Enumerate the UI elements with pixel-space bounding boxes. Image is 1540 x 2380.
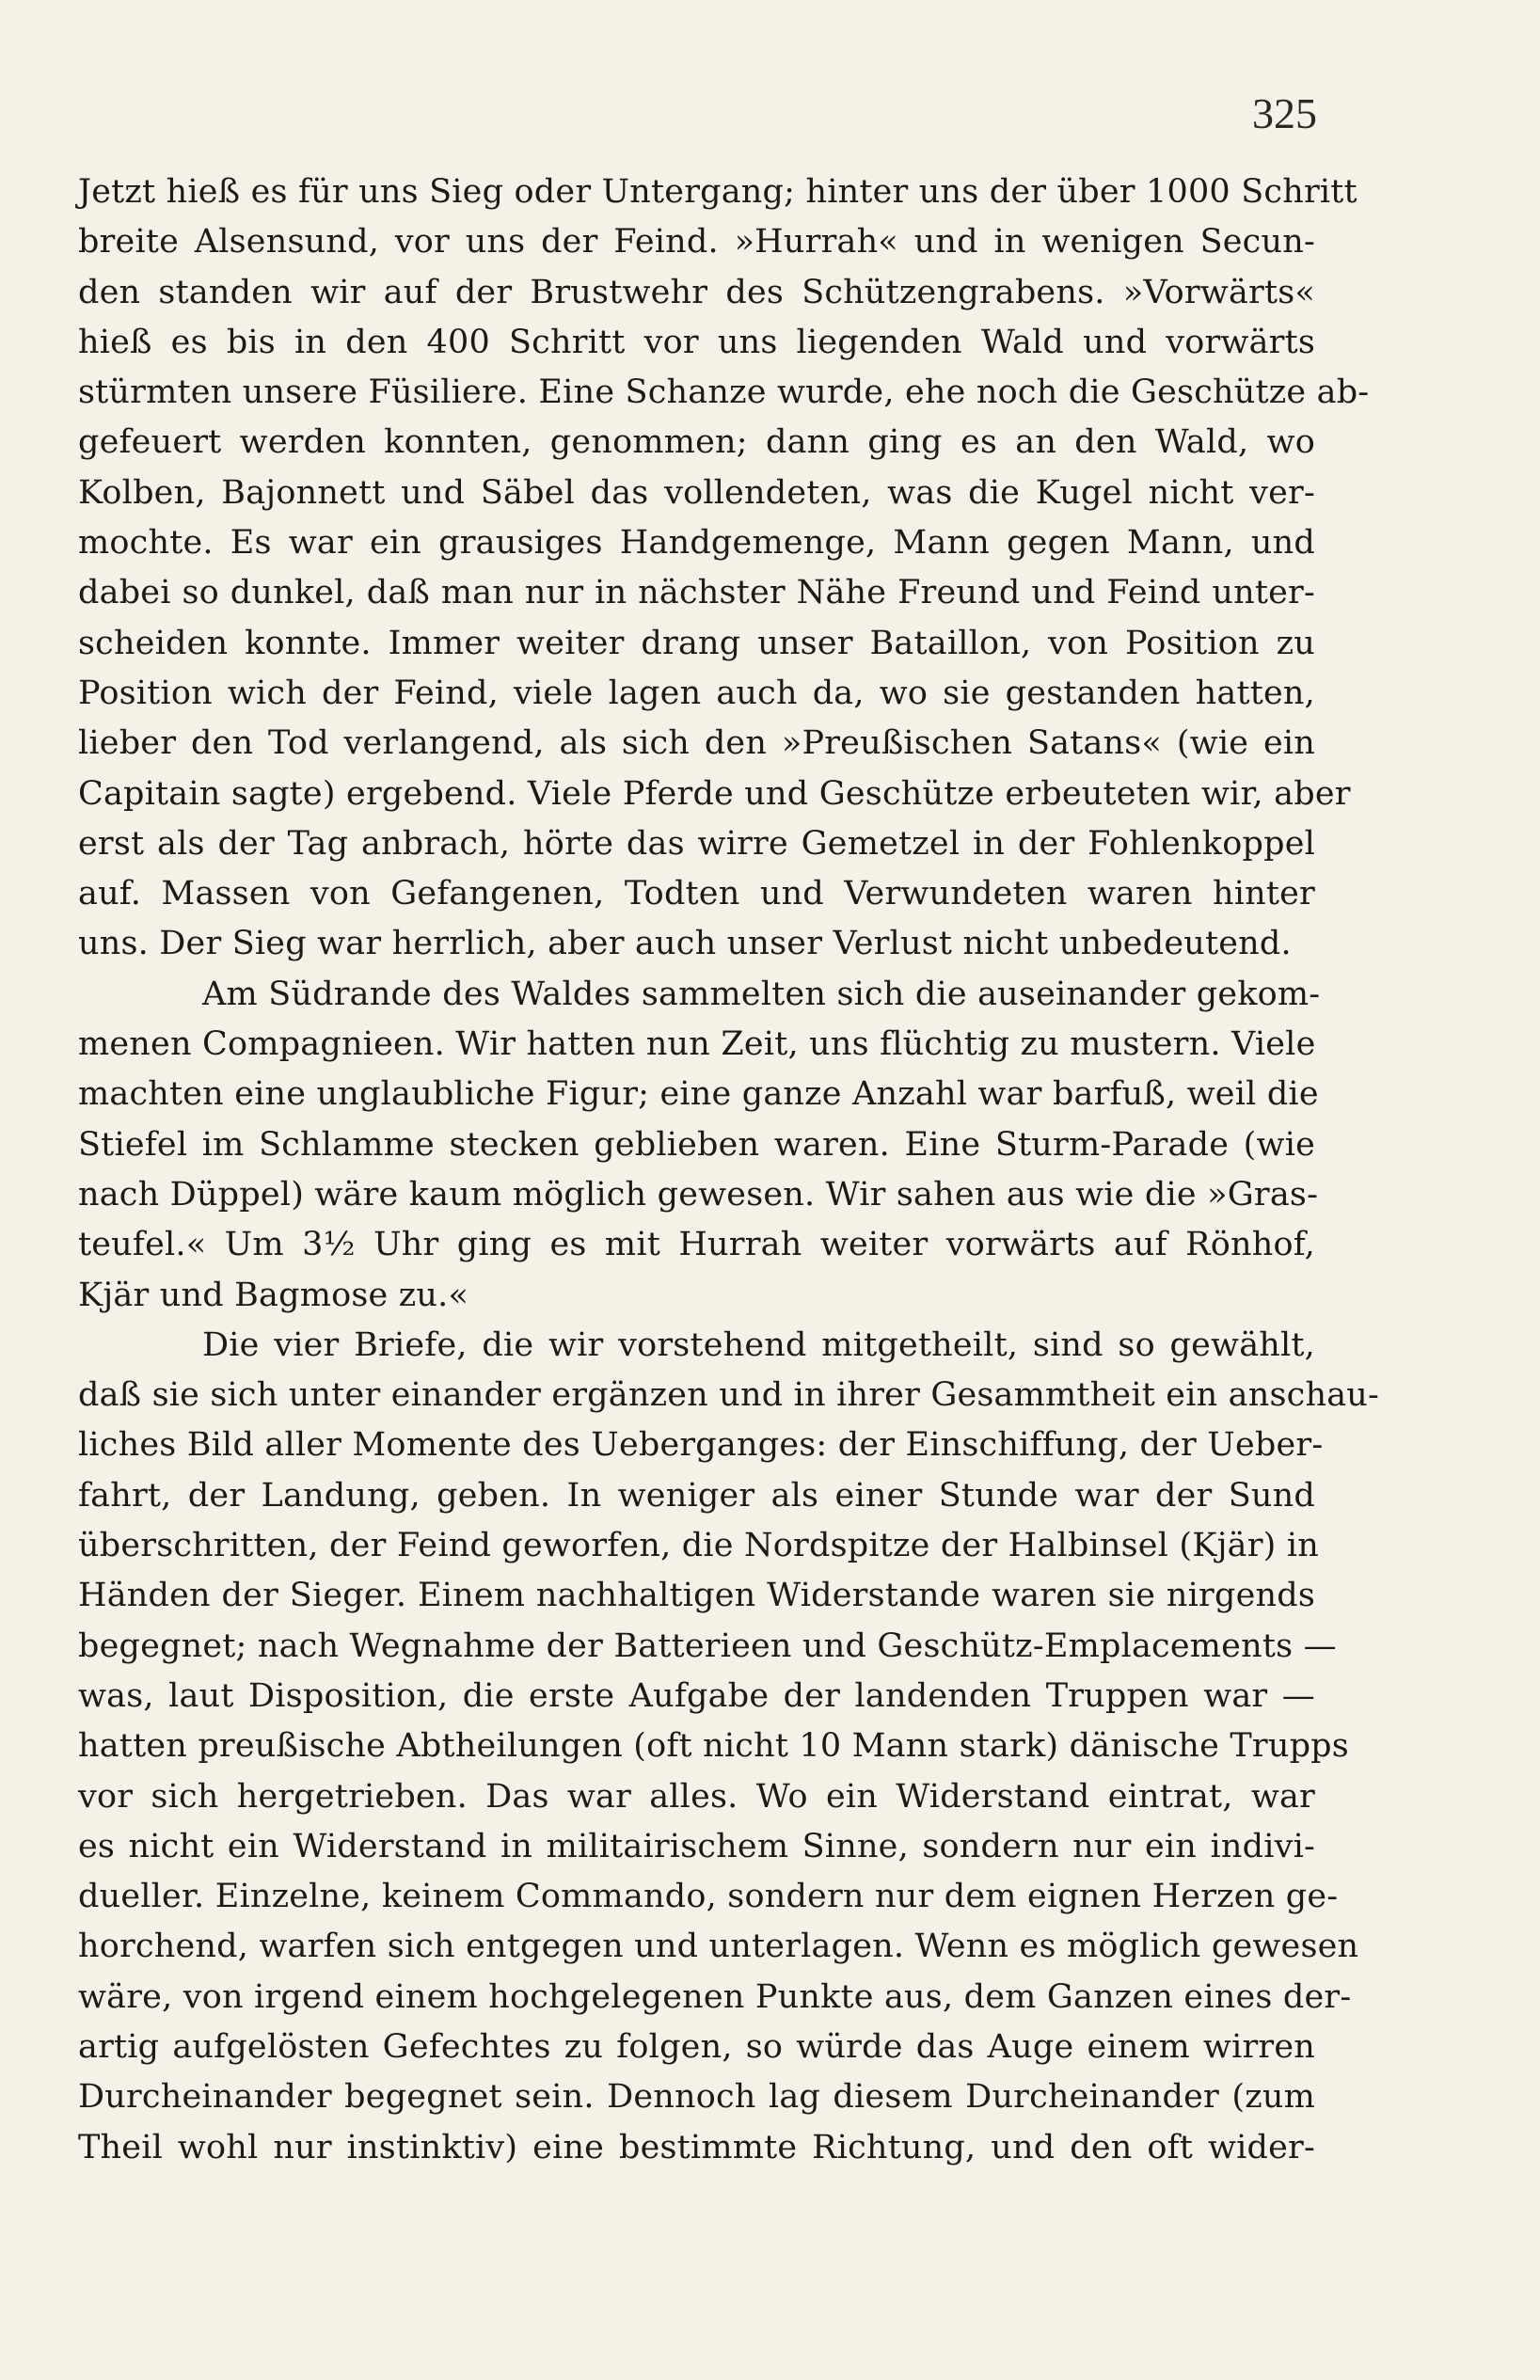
text-line: erst als der Tag anbrach, hörte das wirre Gemetzel in der Fohlenkoppel — [78, 824, 1315, 863]
text-line: es nicht ein Widerstand in militairischem Sinne, sondern nur ein indivi- — [78, 1827, 1315, 1865]
text-line: Jetzt hieß es für uns Sieg oder Untergang; hinter uns der über 1000 Schritt — [78, 173, 1357, 211]
text-line: was, laut Disposition, die erste Aufgabe der landenden Truppen war — — [78, 1676, 1315, 1715]
text-line: machten eine unglaubliche Figur; eine ganze Anzahl war barfuß, weil die — [78, 1075, 1319, 1114]
text-line: liches Bild aller Momente des Ueberganges: der Einschiffung, der Ueber- — [78, 1426, 1324, 1465]
text-line: daß sie sich unter einander ergänzen und in ihrer Gesammtheit ein anschau- — [78, 1376, 1380, 1415]
text-line: artig aufgelösten Gefechtes zu folgen, so würde das Auge einem wirren — [78, 2027, 1315, 2066]
text-line: Händen der Sieger. Einem nachhaltigen Widerstande waren sie nirgends — [78, 1577, 1315, 1615]
text-line: nach Düppel) wäre kaum möglich gewesen. Wir sahen aus wie die »Gras- — [78, 1175, 1319, 1214]
text-line: gefeuert werden konnten, genommen; dann ging es an den Wald, wo — [78, 423, 1315, 462]
text-line: Position wich der Feind, viele lagen auch da, wo sie gestanden hatten, — [78, 674, 1315, 712]
text-line: hatten preußische Abtheilungen (oft nicht 10 Mann stark) dänische Trupps — [78, 1727, 1349, 1766]
text-line: begegnet; nach Wegnahme der Batterieen und Geschütz-Emplacements — — [78, 1626, 1337, 1665]
text-line: menen Compagnieen. Wir hatten nun Zeit, uns flüchtig zu mustern. Viele — [78, 1025, 1316, 1064]
text-line: stürmten unsere Füsiliere. Eine Schanze wurde, ehe noch die Geschütze ab- — [78, 373, 1370, 412]
text-line: Die vier Briefe, die wir vorstehend mitgetheilt, sind so gewählt, — [202, 1325, 1315, 1364]
text-line: vor sich hergetrieben. Das war alles. Wo ein Widerstand eintrat, war — [78, 1777, 1315, 1816]
text-line: scheiden konnte. Immer weiter drang unser Bataillon, von Position zu — [78, 624, 1315, 662]
text-line: wäre, von irgend einem hochgelegenen Punkte aus, dem Ganzen eines der- — [78, 1977, 1352, 2016]
text-line: Stiefel im Schlamme stecken geblieben waren. Eine Sturm-Parade (wie — [78, 1125, 1315, 1164]
text-line: Capitain sagte) ergebend. Viele Pferde und Geschütze erbeuteten wir, aber — [78, 774, 1351, 813]
text-line: Durcheinander begegnet sein. Dennoch lag diesem Durcheinander (zum — [78, 2078, 1315, 2117]
text-line: den standen wir auf der Brustwehr des Schützengrabens. »Vorwärts« — [78, 273, 1315, 311]
text-line: dueller. Einzelne, keinem Commando, sondern nur dem eignen Herzen ge- — [78, 1878, 1339, 1916]
text-line: lieber den Tod verlangend, als sich den »Preußischen Satans« (wie ein — [78, 724, 1315, 763]
text-line: horchend, warfen sich entgegen und unterlagen. Wenn es möglich gewesen — [78, 1928, 1359, 1966]
text-line: Am Südrande des Waldes sammelten sich die auseinander gekom- — [202, 975, 1321, 1013]
page-number: 325 — [1252, 89, 1317, 137]
text-line: hieß es bis in den 400 Schritt vor uns liegenden Wald und vorwärts — [78, 323, 1315, 361]
text-line: Kjär und Bagmose zu.« — [78, 1276, 469, 1314]
text-line: Kolben, Bajonnett und Säbel das vollendeten, was die Kugel nicht ver- — [78, 473, 1315, 512]
text-line: Theil wohl nur instinktiv) eine bestimmte Richtung, und den oft wider- — [78, 2128, 1315, 2166]
body-text — [78, 167, 1380, 2173]
text-line: dabei so dunkel, daß man nur in nächster Nähe Freund und Feind unter- — [78, 574, 1315, 612]
text-line: fahrt, der Landung, geben. In weniger als einer Stunde war der Sund — [78, 1476, 1315, 1515]
text-line: teufel.« Um 3½ Uhr ging es mit Hurrah weiter vorwärts auf Rönhof, — [78, 1226, 1315, 1264]
text-line: überschritten, der Feind geworfen, die Nordspitze der Halbinsel (Kjär) in — [78, 1527, 1319, 1565]
text-line: mochte. Es war ein grausiges Handgemenge, Mann gegen Mann, und — [78, 524, 1315, 563]
text-line: auf. Massen von Gefangenen, Todten und Verwundeten waren hinter — [78, 875, 1315, 913]
text-line: uns. Der Sieg war herrlich, aber auch unser Verlust nicht unbedeutend. — [78, 925, 1292, 963]
text-line: breite Alsensund, vor uns der Feind. »Hurrah« und in wenigen Secun- — [78, 223, 1315, 262]
